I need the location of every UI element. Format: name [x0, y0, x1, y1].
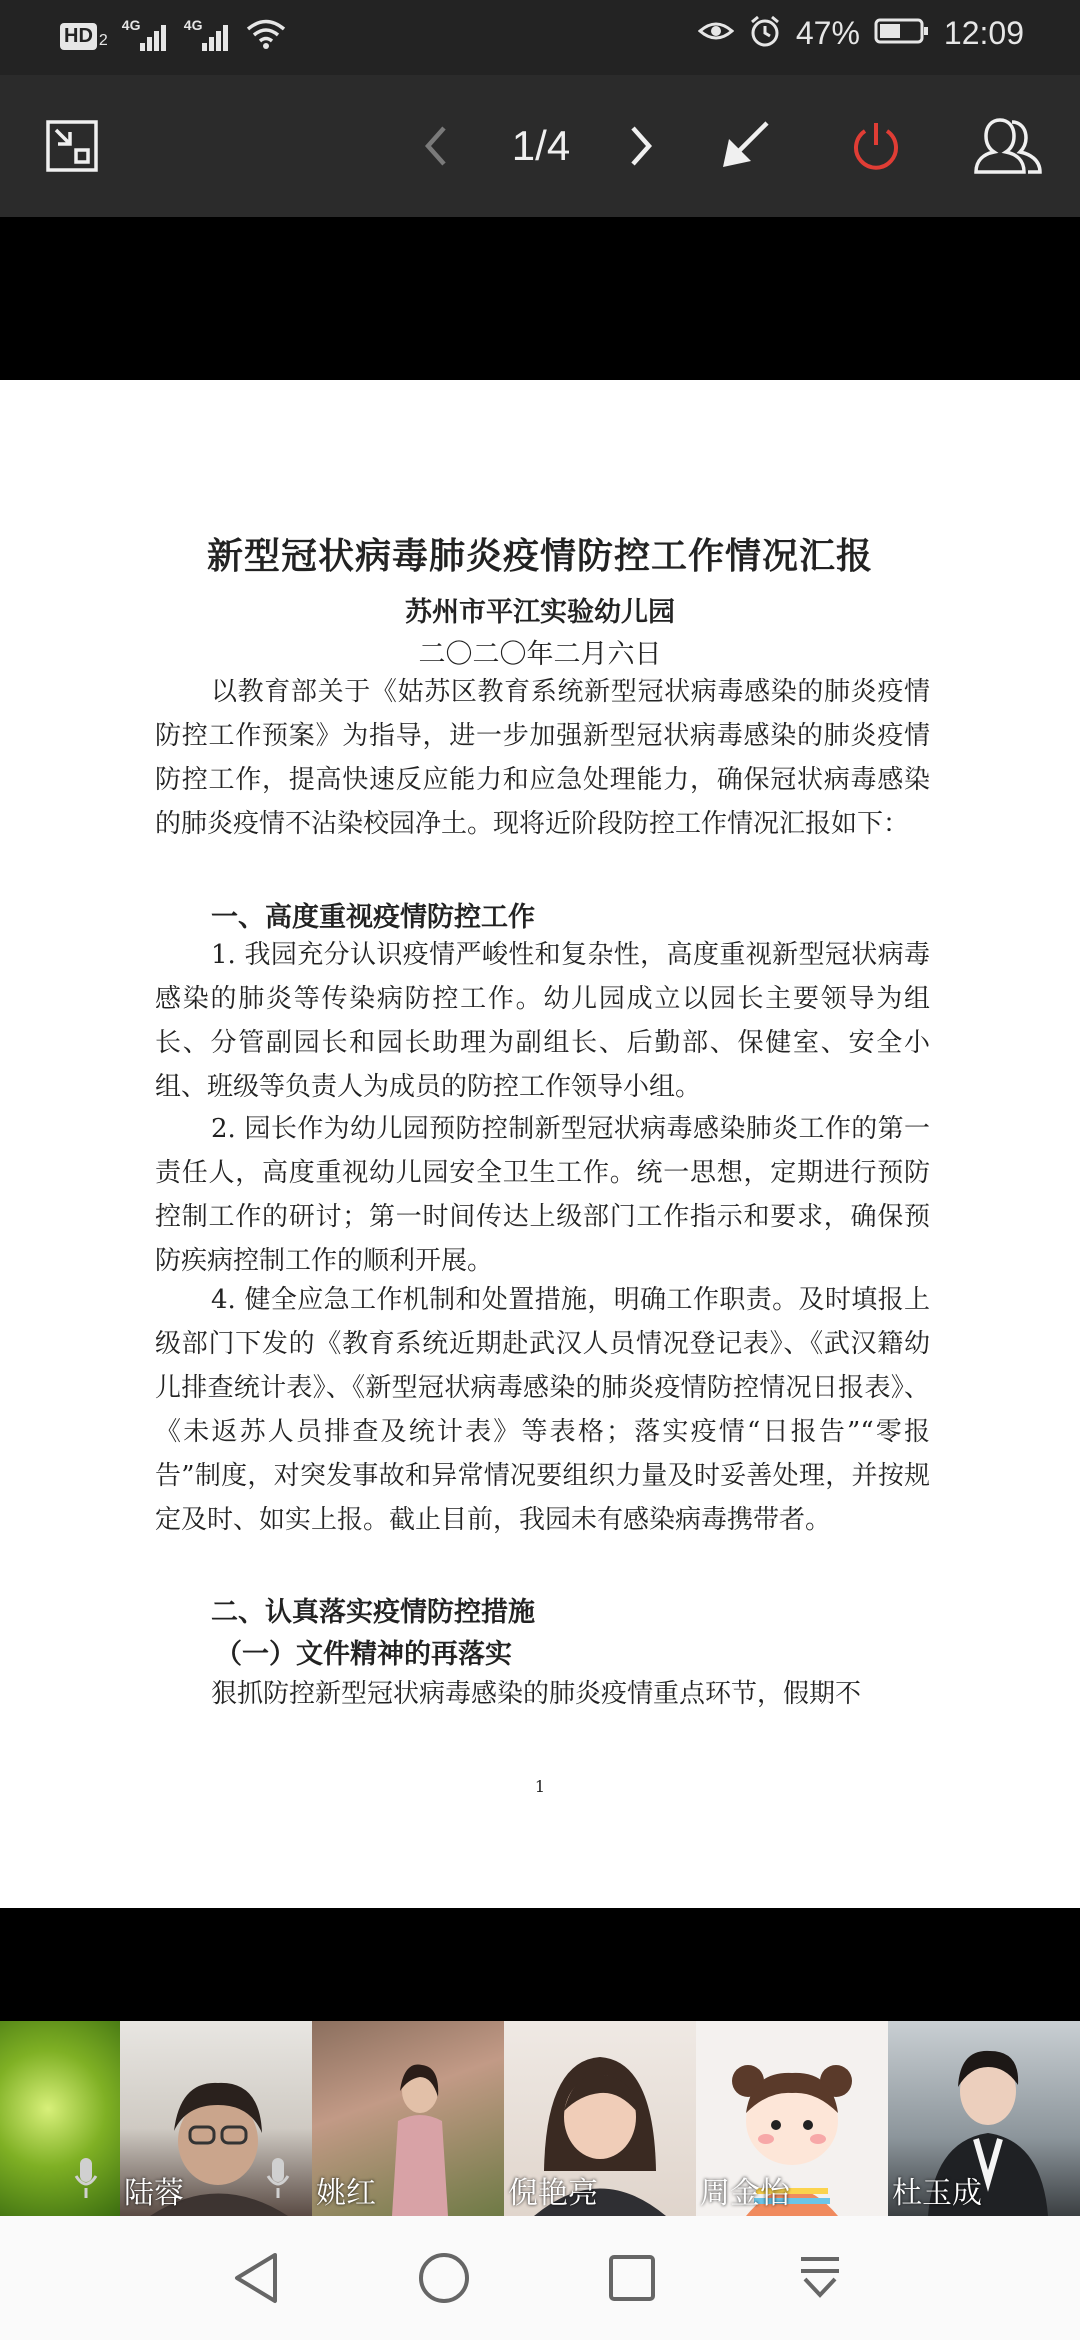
participant-name: 倪艳亮 — [508, 2177, 598, 2210]
participant-name: 周金怡 — [700, 2177, 790, 2210]
annotate-button[interactable] — [704, 75, 784, 217]
battery-icon — [874, 17, 930, 49]
section-heading-2: 二、认真落实疫情防控措施 — [211, 1597, 535, 1628]
subsection-heading: （一）文件精神的再落实 — [215, 1639, 512, 1670]
clock: 12:09 — [943, 14, 1024, 51]
home-circle-icon — [417, 2251, 471, 2305]
participants-button[interactable] — [966, 75, 1050, 217]
participant-name: 杜玉成 — [892, 2177, 982, 2210]
paragraph-4: 4. 健全应急工作机制和处置措施，明确工作职责。及时填报上级部门下发的《教育系统近期赴武汉人员情况登记表》、《武汉籍幼儿排查统计表》、《新型冠状病毒感染的肺炎疫情防控情况日报表》、《未返苏人员排查及统计表》等表格；落实疫情“日报告”“零报告”制度，对突发事故和异常情况要组织力量及时妥善处理，并按规定及时、如实上报。截止目前，我园未有感染病毒携带者。 — [155, 1285, 930, 1535]
paragraph-1: 1. 我园充分认识疫情严峻性和复杂性，高度重视新型冠状病毒感染的肺炎等传染病防控工作。幼儿园成立以园长主要领导为组长、分管副园长和园长助理为副组长、后勤部、保健室、安全小组、班级等负责人为成员的防控工作领导小组。 — [155, 940, 930, 1102]
battery-percent: 47% — [795, 14, 860, 51]
participant-tile[interactable] — [120, 2021, 312, 2216]
home-button[interactable] — [384, 2216, 504, 2340]
stop-share-button[interactable] — [836, 75, 916, 217]
document-organization: 苏州市平江实验幼儿园 — [405, 597, 675, 628]
wifi-icon — [246, 18, 286, 54]
pointer-arrow-icon — [715, 117, 773, 175]
letterbox-bottom — [0, 1908, 1080, 2021]
recents-square-icon — [607, 2253, 657, 2303]
status-bar — [0, 0, 1080, 75]
section-heading-1: 一、高度重视疫情防控工作 — [211, 902, 535, 933]
paragraph-2: 2. 园长作为幼儿园预防控制新型冠状病毒感染肺炎工作的第一责任人，高度重视幼儿园安全卫生工作。统一思想，定期进行预防控制工作的研讨；第一时间传达上级部门工作指示和要求，确保预防疾病控制工作的顺利开展。 — [155, 1114, 930, 1276]
participant-tile[interactable] — [888, 2021, 1080, 2216]
exit-fullscreen-icon — [44, 118, 100, 174]
hd-voice-icon — [60, 23, 108, 50]
shared-document[interactable] — [0, 380, 1080, 1908]
document-date: 二〇二〇年二月六日 — [418, 639, 662, 670]
pulldown-arrow-icon — [795, 2253, 845, 2303]
back-button[interactable] — [196, 2216, 316, 2340]
participant-name: 陆蓉 — [124, 2177, 184, 2210]
notification-pulldown-button[interactable] — [760, 2216, 880, 2340]
alarm-icon — [748, 14, 782, 52]
participant-tile[interactable] — [312, 2021, 504, 2216]
participant-strip — [0, 2021, 1080, 2216]
participants-icon — [972, 116, 1044, 176]
recents-button[interactable] — [572, 2216, 692, 2340]
next-page-button[interactable] — [612, 75, 672, 217]
meeting-toolbar — [0, 75, 1080, 217]
document-intro: 以教育部关于《姑苏区教育系统新型冠状病毒感染的肺炎疫情防控工作预案》为指导，进一步加强新型冠状病毒感染的肺炎疫情防控工作，提高快速反应能力和应急处理能力，确保冠状病毒感染的肺炎疫情不沾染校园净土。现将近阶段防控工作情况汇报如下： — [155, 677, 930, 839]
page-indicator: 1/4 — [511, 122, 571, 169]
participant-tile[interactable] — [504, 2021, 696, 2216]
chevron-right-icon — [627, 122, 657, 170]
participant-tile[interactable] — [696, 2021, 888, 2216]
participant-tile[interactable] — [0, 2021, 120, 2216]
hd-sub-label: 2 — [98, 31, 108, 49]
exit-fullscreen-button[interactable] — [30, 75, 114, 217]
back-triangle-icon — [231, 2251, 281, 2305]
hd-label: HD — [60, 23, 97, 50]
signal-network-label-2: 4G — [183, 17, 203, 33]
power-icon — [847, 117, 905, 175]
signal-network-label: 4G — [121, 17, 141, 33]
mic-muted-icon — [266, 2156, 290, 2200]
paragraph-5: 狠抓防控新型冠状病毒感染的肺炎疫情重点环节，假期不 — [211, 1679, 862, 1709]
signal-icon — [122, 19, 170, 53]
prev-page-button[interactable] — [405, 75, 465, 217]
letterbox-top — [0, 217, 1080, 380]
participant-name: 姚红 — [316, 2177, 376, 2210]
page-number: 1 — [534, 1777, 546, 1796]
chevron-left-icon — [420, 122, 450, 170]
document-title: 新型冠状病毒肺炎疫情防控工作情况汇报 — [206, 535, 873, 577]
mic-muted-icon — [74, 2156, 98, 2200]
eye-comfort-icon — [698, 17, 734, 49]
signal-icon-2 — [184, 19, 232, 53]
system-nav-bar — [0, 2216, 1080, 2340]
